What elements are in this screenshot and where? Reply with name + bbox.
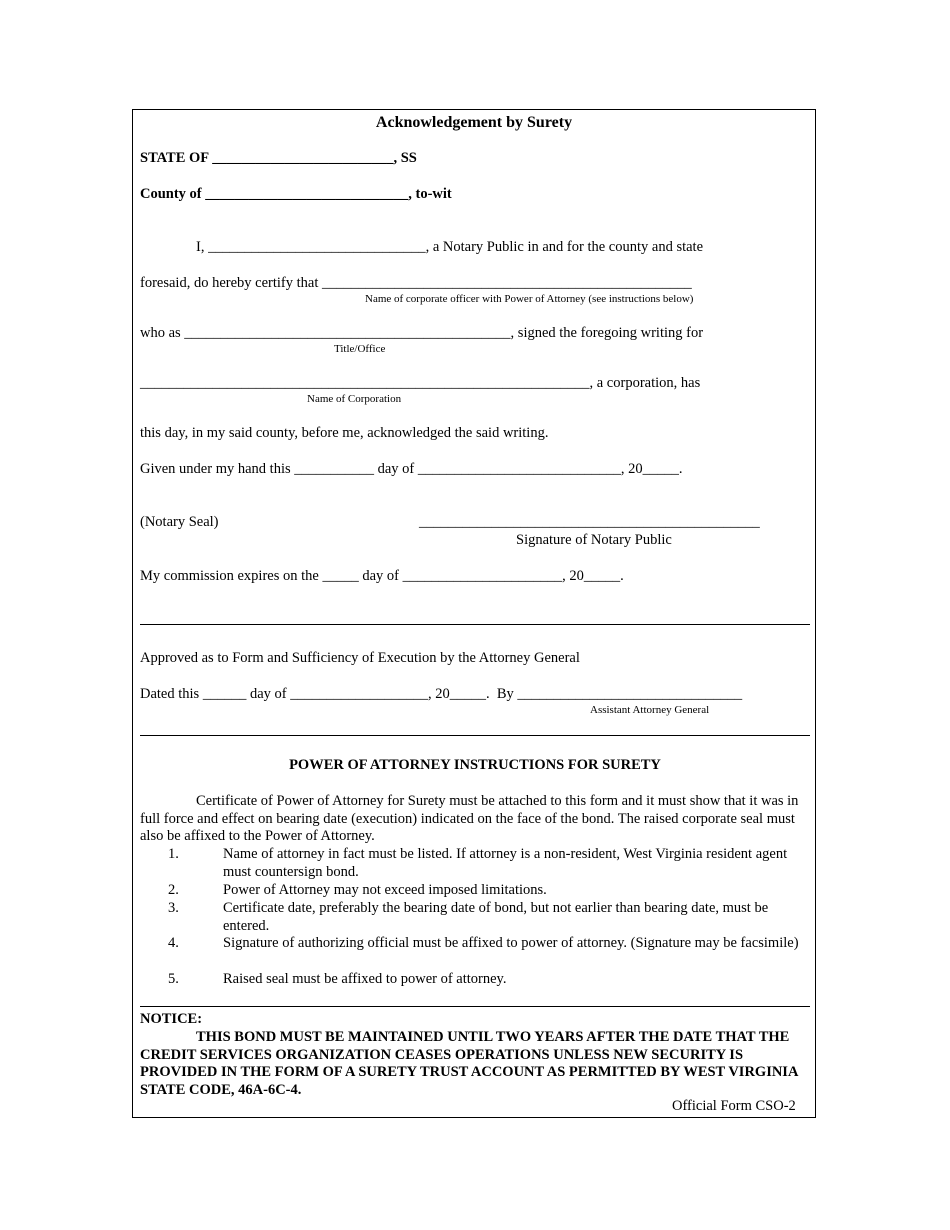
section-divider xyxy=(140,735,810,736)
list-item: Name of attorney in fact must be listed. If attorney is a non-resident, West Virginia resident agent must countersign bond. xyxy=(223,846,788,880)
acknowledged-text: this day, in my said county, before me, acknowledged the said writing. xyxy=(140,425,549,441)
list-item: Power of Attorney may not exceed imposed limitations. xyxy=(223,882,547,898)
given-date-field[interactable]: Given under my hand this ___________ day of ____________________________, 20_____. xyxy=(140,461,683,477)
approved-text: Approved as to Form and Sufficiency of Execution by the Attorney General xyxy=(140,650,580,666)
list-item-number: 5. xyxy=(168,971,179,987)
signature-caption: Signature of Notary Public xyxy=(516,532,672,548)
list-item-number: 3. xyxy=(168,900,179,916)
corporation-caption: Name of Corporation xyxy=(307,393,402,405)
notary-signature-field[interactable]: _______________________________________________ xyxy=(419,514,760,530)
list-item-number: 1. xyxy=(168,846,179,862)
form-id: Official Form CSO-2 xyxy=(672,1098,796,1114)
list-item: Signature of authorizing official must be affixed to power of attorney. (Signature may be facsimile) xyxy=(223,935,799,951)
section-divider xyxy=(140,1006,810,1007)
instructions-intro: Certificate of Power of Attorney for Surety must be attached to this form and it must show that it was in full force and effect on bearing date (execution) indicated on the face of the bond. The raised corporate seal must also be affixed to the Power of Attorney. xyxy=(140,793,799,844)
officer-caption: Name of corporate officer with Power of Attorney (see instructions below) xyxy=(365,293,694,305)
certify-officer-field[interactable]: foresaid, do hereby certify that ___________________________________________________ xyxy=(140,275,692,291)
title-office-caption: Title/Office xyxy=(334,343,386,355)
list-item: Raised seal must be affixed to power of attorney. xyxy=(223,971,507,987)
form-border xyxy=(132,109,816,1118)
section-divider xyxy=(140,624,810,625)
notice-label: NOTICE: xyxy=(140,1011,203,1027)
notary-name-field[interactable]: I, ______________________________, a Notary Public in and for the county and state xyxy=(196,239,704,255)
corporation-field[interactable]: ______________________________________________________________, a corporation, has xyxy=(140,375,701,391)
dated-by-field[interactable]: Dated this ______ day of ___________________, 20_____. By _______________________________ xyxy=(140,686,743,702)
instructions-heading: POWER OF ATTORNEY INSTRUCTIONS FOR SURETY xyxy=(289,757,661,773)
list-item-number: 4. xyxy=(168,935,179,951)
form-title: Acknowledgement by Surety xyxy=(375,114,573,131)
county-of-field[interactable]: County of ____________________________, to-wit xyxy=(140,186,452,202)
list-item-number: 2. xyxy=(168,882,179,898)
title-office-field[interactable]: who as _____________________________________________, signed the foregoing writing for xyxy=(140,325,704,341)
commission-expires-field[interactable]: My commission expires on the _____ day of ______________________, 20_____. xyxy=(140,568,624,584)
list-item: Certificate date, preferably the bearing date of bond, but not earlier than bearing date, must be entered. xyxy=(223,900,769,934)
notice-text: THIS BOND MUST BE MAINTAINED UNTIL TWO YEARS AFTER THE DATE THAT THE CREDIT SERVICES ORGANIZATION CEASES OPERATIONS UNLESS NEW SECURITY IS PROVIDED IN THE FORM OF A SURETY TRUST ACCOUNT AS PERMITTED BY WEST VIRGINIA STATE CODE, 46A-6C-4. xyxy=(140,1029,798,1098)
notary-seal-label: (Notary Seal) xyxy=(140,514,219,530)
aag-caption: Assistant Attorney General xyxy=(590,704,710,716)
state-of-field[interactable]: STATE OF _________________________, SS xyxy=(140,150,417,166)
